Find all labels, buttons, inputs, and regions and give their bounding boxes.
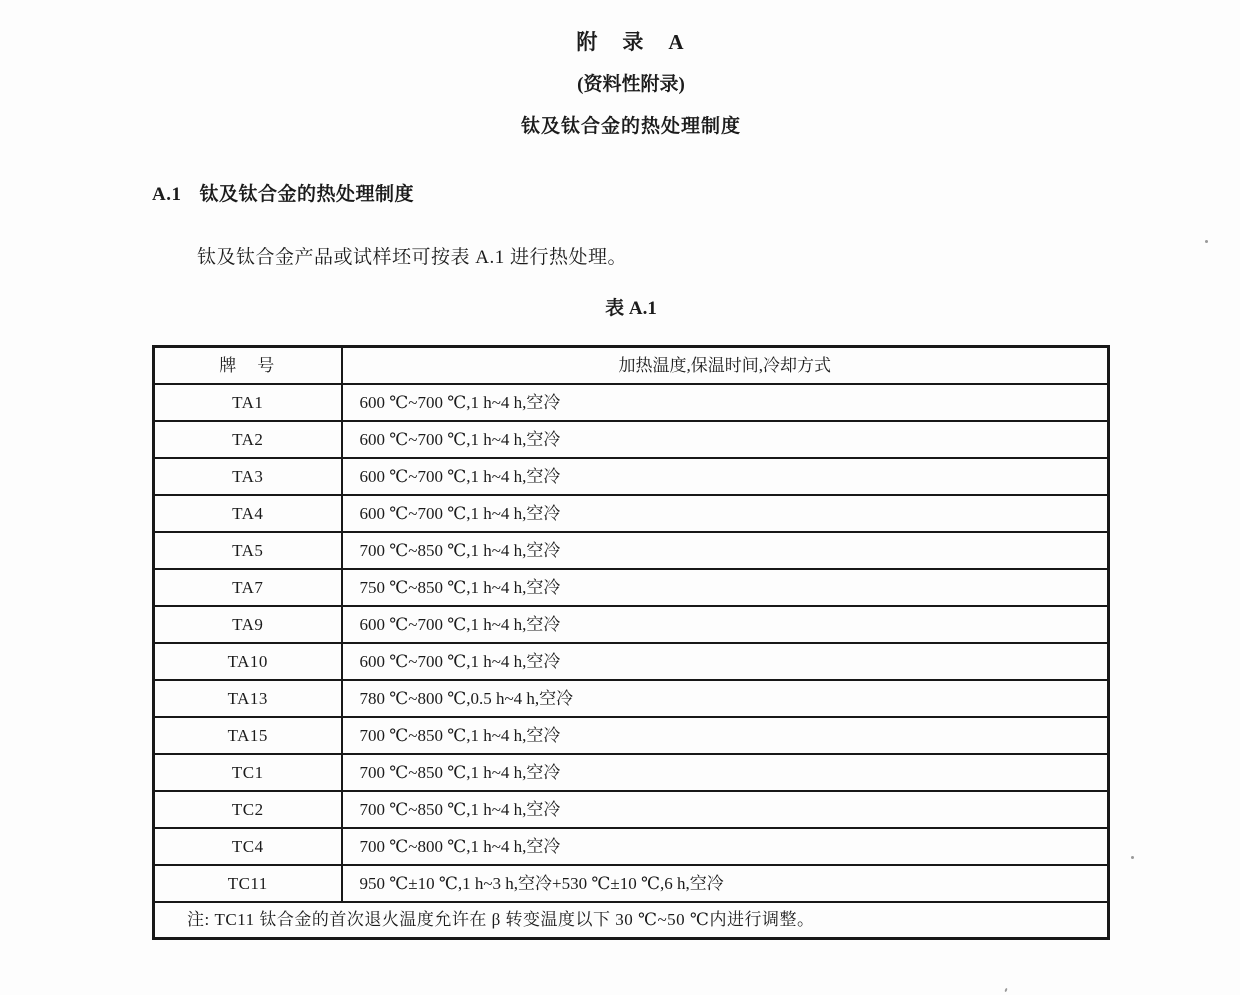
appendix-title: 附 录 A [576, 30, 686, 54]
table-row [154, 421, 1109, 458]
treatment-cell: 950 ℃±10 ℃,1 h~3 h,空冷+530 ℃±10 ℃,6 h,空冷 [342, 865, 1109, 902]
table-row [154, 828, 1109, 865]
grade-cell: TC1 [154, 754, 342, 791]
grade-cell: TC2 [154, 791, 342, 828]
scan-artifact-dot [1131, 856, 1134, 859]
grade-cell: TA5 [154, 532, 342, 569]
grade-cell: TA3 [154, 458, 342, 495]
grade-cell: TA9 [154, 606, 342, 643]
table-row [154, 865, 1109, 902]
scan-artifact-dot [1004, 988, 1007, 992]
appendix-header [152, 26, 1110, 138]
heat-treatment-table [152, 345, 1110, 940]
grade-cell: TA7 [154, 569, 342, 606]
table-row [154, 606, 1109, 643]
grade-cell: TA15 [154, 717, 342, 754]
table-row [154, 569, 1109, 606]
appendix-type-label: (资料性附录) [577, 74, 685, 95]
table-row [154, 495, 1109, 532]
table-note-row [154, 902, 1109, 939]
treatment-cell: 600 ℃~700 ℃,1 h~4 h,空冷 [342, 458, 1109, 495]
grade-cell: TA1 [154, 384, 342, 421]
treatment-cell: 600 ℃~700 ℃,1 h~4 h,空冷 [342, 643, 1109, 680]
grade-cell: TC4 [154, 828, 342, 865]
treatment-cell: 700 ℃~800 ℃,1 h~4 h,空冷 [342, 828, 1109, 865]
treatment-cell: 600 ℃~700 ℃,1 h~4 h,空冷 [342, 384, 1109, 421]
grade-cell: TC11 [154, 865, 342, 902]
table-row [154, 754, 1109, 791]
treatment-cell: 700 ℃~850 ℃,1 h~4 h,空冷 [342, 532, 1109, 569]
table-row [154, 717, 1109, 754]
section-heading [152, 179, 414, 206]
treatment-cell: 780 ℃~800 ℃,0.5 h~4 h,空冷 [342, 680, 1109, 717]
table-note: 注: TC11 钛合金的首次退火温度允许在 β 转变温度以下 30 ℃~50 ℃内进行调整。 [154, 902, 1109, 939]
treatment-cell: 600 ℃~700 ℃,1 h~4 h,空冷 [342, 606, 1109, 643]
grade-column-header: 牌 号 [154, 347, 342, 384]
table-caption: 表 A.1 [605, 298, 657, 319]
table-header-row [154, 347, 1109, 384]
grade-cell: TA13 [154, 680, 342, 717]
scan-artifact-dot [1205, 240, 1208, 243]
table-row [154, 532, 1109, 569]
treatment-column-header: 加热温度,保温时间,冷却方式 [342, 347, 1109, 384]
table-row [154, 643, 1109, 680]
section-title: 钛及钛合金的热处理制度 [199, 184, 414, 205]
treatment-cell: 750 ℃~850 ℃,1 h~4 h,空冷 [342, 569, 1109, 606]
body-paragraph: 钛及钛合金产品或试样坯可按表 A.1 进行热处理。 [197, 247, 627, 268]
treatment-cell: 600 ℃~700 ℃,1 h~4 h,空冷 [342, 495, 1109, 532]
treatment-cell: 600 ℃~700 ℃,1 h~4 h,空冷 [342, 421, 1109, 458]
table-row [154, 680, 1109, 717]
grade-cell: TA2 [154, 421, 342, 458]
treatment-cell: 700 ℃~850 ℃,1 h~4 h,空冷 [342, 791, 1109, 828]
grade-cell: TA4 [154, 495, 342, 532]
grade-cell: TA10 [154, 643, 342, 680]
table-row [154, 384, 1109, 421]
section-number: A.1 [152, 184, 182, 205]
treatment-cell: 700 ℃~850 ℃,1 h~4 h,空冷 [342, 717, 1109, 754]
table-row [154, 791, 1109, 828]
table-row [154, 458, 1109, 495]
appendix-heading: 钛及钛合金的热处理制度 [520, 116, 741, 137]
treatment-cell: 700 ℃~850 ℃,1 h~4 h,空冷 [342, 754, 1109, 791]
